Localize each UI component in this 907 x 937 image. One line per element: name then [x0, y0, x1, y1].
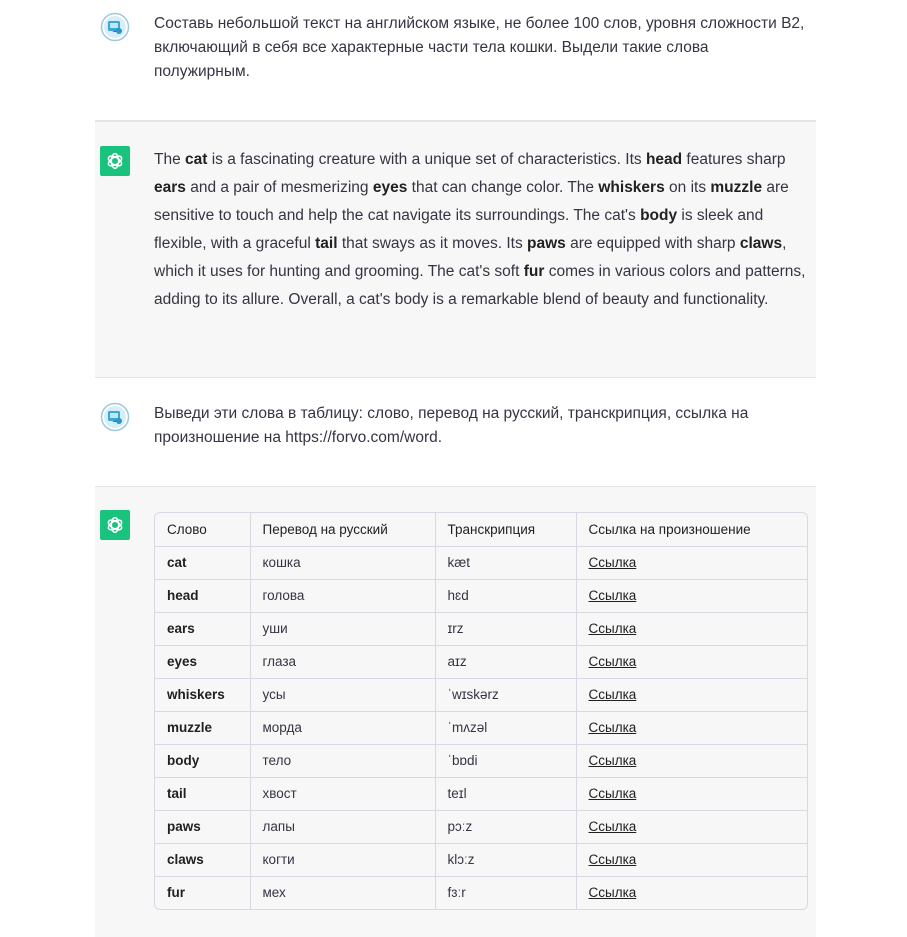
text-segment: and a pair of mesmerizing [185, 179, 373, 196]
text-segment: on its [664, 179, 711, 196]
pronunciation-link[interactable]: Ссылка [588, 687, 637, 702]
text-segment: is a fascinating creature with a unique set of characteristics. Its [207, 151, 646, 168]
pronunciation-link[interactable]: Ссылка [588, 753, 637, 768]
cell-transcription: teɪl [435, 777, 576, 810]
cell-link [576, 612, 807, 645]
table-row [155, 744, 807, 777]
text-segment: , which it uses for hunting and grooming. The cat's soft [154, 235, 787, 280]
bold-word: tail [315, 235, 338, 252]
cell-translation: кошка [250, 546, 435, 579]
text-segment: features sharp [682, 151, 786, 168]
bold-word: claws [739, 235, 783, 252]
cell-word: paws [155, 810, 250, 843]
pronunciation-link[interactable]: Ссылка [588, 621, 637, 636]
user-avatar-icon [100, 12, 130, 42]
bold-word: eyes [372, 179, 408, 196]
bold-word: body [640, 207, 678, 224]
cell-translation: хвост [250, 777, 435, 810]
cell-word: head [155, 579, 250, 612]
header-link: Ссылка на произношение [576, 513, 807, 546]
pronunciation-link[interactable]: Ссылка [588, 819, 637, 834]
pronunciation-link[interactable]: Ссылка [588, 885, 637, 901]
table-row [155, 546, 807, 579]
bold-word: paws [527, 235, 566, 252]
words-table [154, 512, 808, 910]
cell-link [576, 777, 807, 810]
cell-translation: морда [250, 711, 435, 744]
text-segment: The [154, 151, 186, 168]
pronunciation-link[interactable]: Ссылка [588, 720, 637, 735]
text-segment: is sleek and flexible, with a graceful [154, 207, 764, 252]
text-segment: that can change color. The [407, 179, 599, 196]
table-row [155, 810, 807, 843]
bold-word: whiskers [598, 179, 665, 196]
cell-link [576, 678, 807, 711]
cell-link [576, 546, 807, 579]
pronunciation-link[interactable]: Ссылка [588, 555, 637, 570]
cell-transcription: ɪrz [435, 612, 576, 645]
assistant-message-2 [95, 487, 816, 937]
cell-word: body [155, 744, 250, 777]
cell-word: cat [155, 546, 250, 579]
user-message-1 [95, 0, 816, 121]
text-segment: that sways as it moves. Its [337, 235, 528, 252]
user-message-2 [95, 378, 816, 487]
bold-word: fur [523, 263, 545, 280]
header-word: Слово [155, 513, 250, 546]
table-row [155, 678, 807, 711]
cell-word: ears [155, 612, 250, 645]
bold-word: ears [154, 179, 186, 196]
cell-link [576, 843, 807, 876]
table-row [155, 777, 807, 810]
cell-transcription: ˈbɒdi [435, 744, 576, 777]
cell-word: claws [155, 843, 250, 876]
table-row [155, 711, 807, 744]
cell-link [576, 810, 807, 843]
cell-translation: глаза [250, 645, 435, 678]
pronunciation-link[interactable]: Ссылка [588, 588, 637, 603]
text-segment: are equipped with sharp [565, 235, 740, 252]
table-row [155, 876, 807, 909]
table-header-row [155, 513, 807, 546]
cell-translation: мех [250, 876, 435, 909]
cell-translation: голова [250, 579, 435, 612]
cell-link [576, 711, 807, 744]
cell-link [576, 645, 807, 678]
cell-transcription: ˈwɪskərz [435, 678, 576, 711]
cell-translation: когти [250, 843, 435, 876]
table-row [155, 612, 807, 645]
pronunciation-link[interactable]: Ссылка [588, 852, 637, 867]
cell-translation: лапы [250, 810, 435, 843]
bold-word: muzzle [710, 179, 763, 196]
assistant-message-text [154, 146, 806, 314]
cell-transcription: aɪz [435, 645, 576, 678]
header-transcription: Транскрипция [435, 513, 576, 546]
table-row [155, 645, 807, 678]
cell-transcription: kæt [435, 546, 576, 579]
cell-transcription: ˈmʌzəl [435, 711, 576, 744]
cell-transcription: fɜːr [435, 876, 576, 909]
cell-word: fur [155, 876, 250, 909]
pronunciation-link[interactable]: Ссылка [588, 786, 637, 801]
assistant-message-1 [95, 121, 816, 378]
chatgpt-logo-icon [100, 510, 130, 540]
cell-transcription: klɔːz [435, 843, 576, 876]
cell-link [576, 579, 807, 612]
cell-word: whiskers [155, 678, 250, 711]
pronunciation-link[interactable]: Ссылка [588, 654, 637, 669]
user-avatar-icon [100, 402, 130, 432]
cell-translation: усы [250, 678, 435, 711]
cell-translation: уши [250, 612, 435, 645]
text-segment: comes in various colors and patterns, adding to its allure. Overall, a cat's body is a remarkable blend of beauty and functionality. [154, 263, 806, 308]
cell-link [576, 876, 807, 909]
cell-word: eyes [155, 645, 250, 678]
text-segment: are sensitive to touch and help the cat navigate its surroundings. The cat's [154, 179, 789, 224]
table-row [155, 843, 807, 876]
user-message-text: Составь небольшой текст на английском языке, не более 100 слов, уровня сложности B2, включающий в себя все характерные части тела кошки. Выдели такие слова полужирным. [154, 15, 805, 80]
cell-word: tail [155, 777, 250, 810]
bold-word: cat [185, 151, 208, 168]
header-translation: Перевод на русский [250, 513, 435, 546]
cell-link [576, 744, 807, 777]
cell-translation: тело [250, 744, 435, 777]
cell-transcription: hɛd [435, 579, 576, 612]
user-message-text: Выведи эти слова в таблицу: слово, перевод на русский, транскрипция, ссылка на произношение на https://forvo.com/word. [154, 405, 749, 446]
cell-word: muzzle [155, 711, 250, 744]
table-row [155, 579, 807, 612]
chatgpt-logo-icon [100, 146, 130, 176]
cell-transcription: pɔːz [435, 810, 576, 843]
bold-word: head [645, 151, 683, 168]
